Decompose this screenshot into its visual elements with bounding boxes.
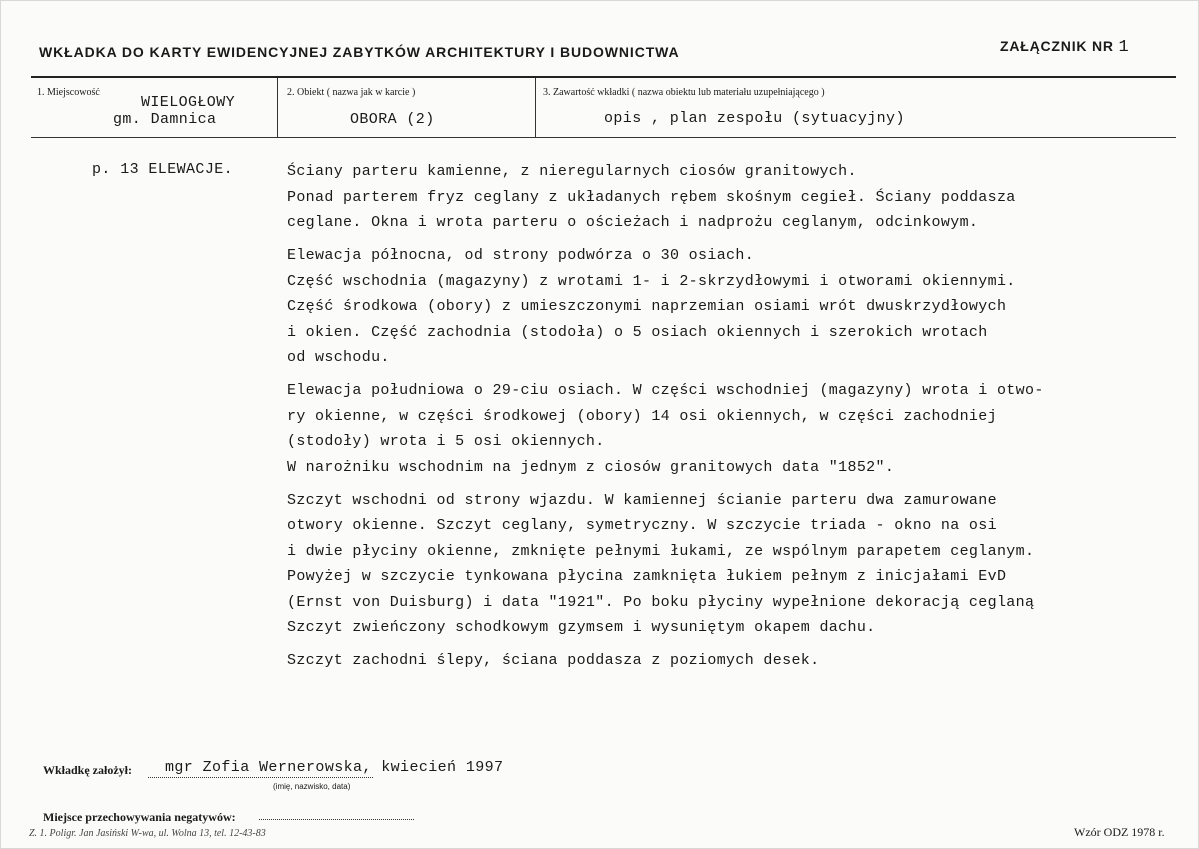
paragraph xyxy=(287,159,1147,236)
paragraph xyxy=(287,243,1147,371)
locality-value: WIELOGŁOWY xyxy=(141,94,236,111)
text-line: Część środkowa (obory) z umieszczonymi naprzemian osiami wrót dwuskrzydłowych xyxy=(287,298,1007,315)
description-body xyxy=(287,159,1147,681)
object-value: OBORA (2) xyxy=(350,111,435,128)
text-line: Szczyt wschodni od strony wjazdu. W kamiennej ścianie parteru dwa zamurowane xyxy=(287,491,997,509)
object-label: 2. Obiekt ( nazwa jak w karcie ) xyxy=(287,87,416,98)
founder-row xyxy=(43,759,504,779)
commune-value: gm. Damnica xyxy=(113,111,217,128)
negatives-dotted-line xyxy=(259,819,414,820)
annex-number: 1 xyxy=(1118,38,1130,57)
founder-label: Wkładkę założył: xyxy=(43,763,132,777)
text-line: ceglane. Okna i wrota parteru o ościeżach i nadprożu ceglanym, odcinkowym. xyxy=(287,214,979,231)
text-line: Elewacja północna, od strony podwórza o 30 osiach. xyxy=(287,247,755,264)
content-cell xyxy=(535,78,1176,137)
text-line: Elewacja południowa o 29-ciu osiach. W części wschodniej (magazyny) wrota i otwo- xyxy=(287,382,1044,399)
text-line: Ściany parteru kamienne, z nieregularnych ciosów granitowych. xyxy=(287,163,857,180)
text-line: Część wschodnia (magazyny) z wrotami 1- i 2-skrzydłowymi i otworami okiennymi. xyxy=(287,272,1016,290)
text-line: od wschodu. xyxy=(287,349,390,366)
text-line: Ponad parterem fryz ceglany z układanych rębem skośnym cegieł. Ściany poddasza xyxy=(287,188,1016,206)
paragraph xyxy=(287,488,1147,641)
text-line: Szczyt zachodni ślepy, ściana poddasza z poziomych desek. xyxy=(287,652,820,669)
text-line: Szczyt zwieńczony schodkowym gzymsem i wysuniętym okapem dachu. xyxy=(287,619,876,636)
header-fields-table xyxy=(31,76,1176,138)
founder-hint: (imię, nazwisko, data) xyxy=(273,782,351,791)
founder-value: mgr Zofia Wernerowska, kwiecień 1997 xyxy=(165,759,504,776)
founder-dotted-line xyxy=(148,777,373,778)
card-title: WKŁADKA DO KARTY EWIDENCYJNEJ ZABYTKÓW ARCHITEKTURY I BUDOWNICTWA xyxy=(39,44,680,60)
locality-label: 1. Miejscowość xyxy=(37,87,100,98)
paragraph xyxy=(287,648,1147,674)
text-line: ry okienne, w części środkowej (obory) 14 osi okiennych, w części zachodniej xyxy=(287,407,997,425)
form-code: Wzór ODZ 1978 r. xyxy=(1074,825,1165,839)
paragraph xyxy=(287,378,1147,480)
text-line: otwory okienne. Szczyt ceglany, symetryczny. W szczycie triada - okno na osi xyxy=(287,517,997,534)
object-cell xyxy=(277,78,535,137)
content-value: opis , plan zespołu (sytuacyjny) xyxy=(604,110,905,127)
annex-text: ZAŁĄCZNIK NR xyxy=(1000,38,1114,54)
annex-label xyxy=(1000,38,1130,57)
text-line: W narożniku wschodnim na jednym z ciosów granitowych data "1852". xyxy=(287,458,895,476)
text-line: (Ernst von Duisburg) i data "1921". Po boku płyciny wypełnione dekoracją ceglaną xyxy=(287,593,1035,611)
section-label: p. 13 ELEWACJE. xyxy=(92,161,234,178)
text-line: (stodoły) wrota i 5 osi okiennych. xyxy=(287,433,605,450)
locality-cell xyxy=(31,78,277,137)
printer-imprint: Z. 1. Poligr. Jan Jasiński W-wa, ul. Wolna 13, tel. 12-43-83 xyxy=(29,828,266,839)
text-line: i okien. Część zachodnia (stodoła) o 5 osiach okiennych i szerokich wrotach xyxy=(287,323,988,341)
content-label: 3. Zawartość wkładki ( nazwa obiektu lub materiału uzupełniającego ) xyxy=(543,87,825,98)
negatives-label: Miejsce przechowywania negatywów: xyxy=(43,810,236,824)
text-line: i dwie płyciny okienne, zmknięte pełnymi łukami, ze wspólnym parapetem ceglanym. xyxy=(287,542,1035,560)
text-line: Powyżej w szczycie tynkowana płycina zamknięta łukiem pełnym z inicjałami EvD xyxy=(287,568,1007,585)
